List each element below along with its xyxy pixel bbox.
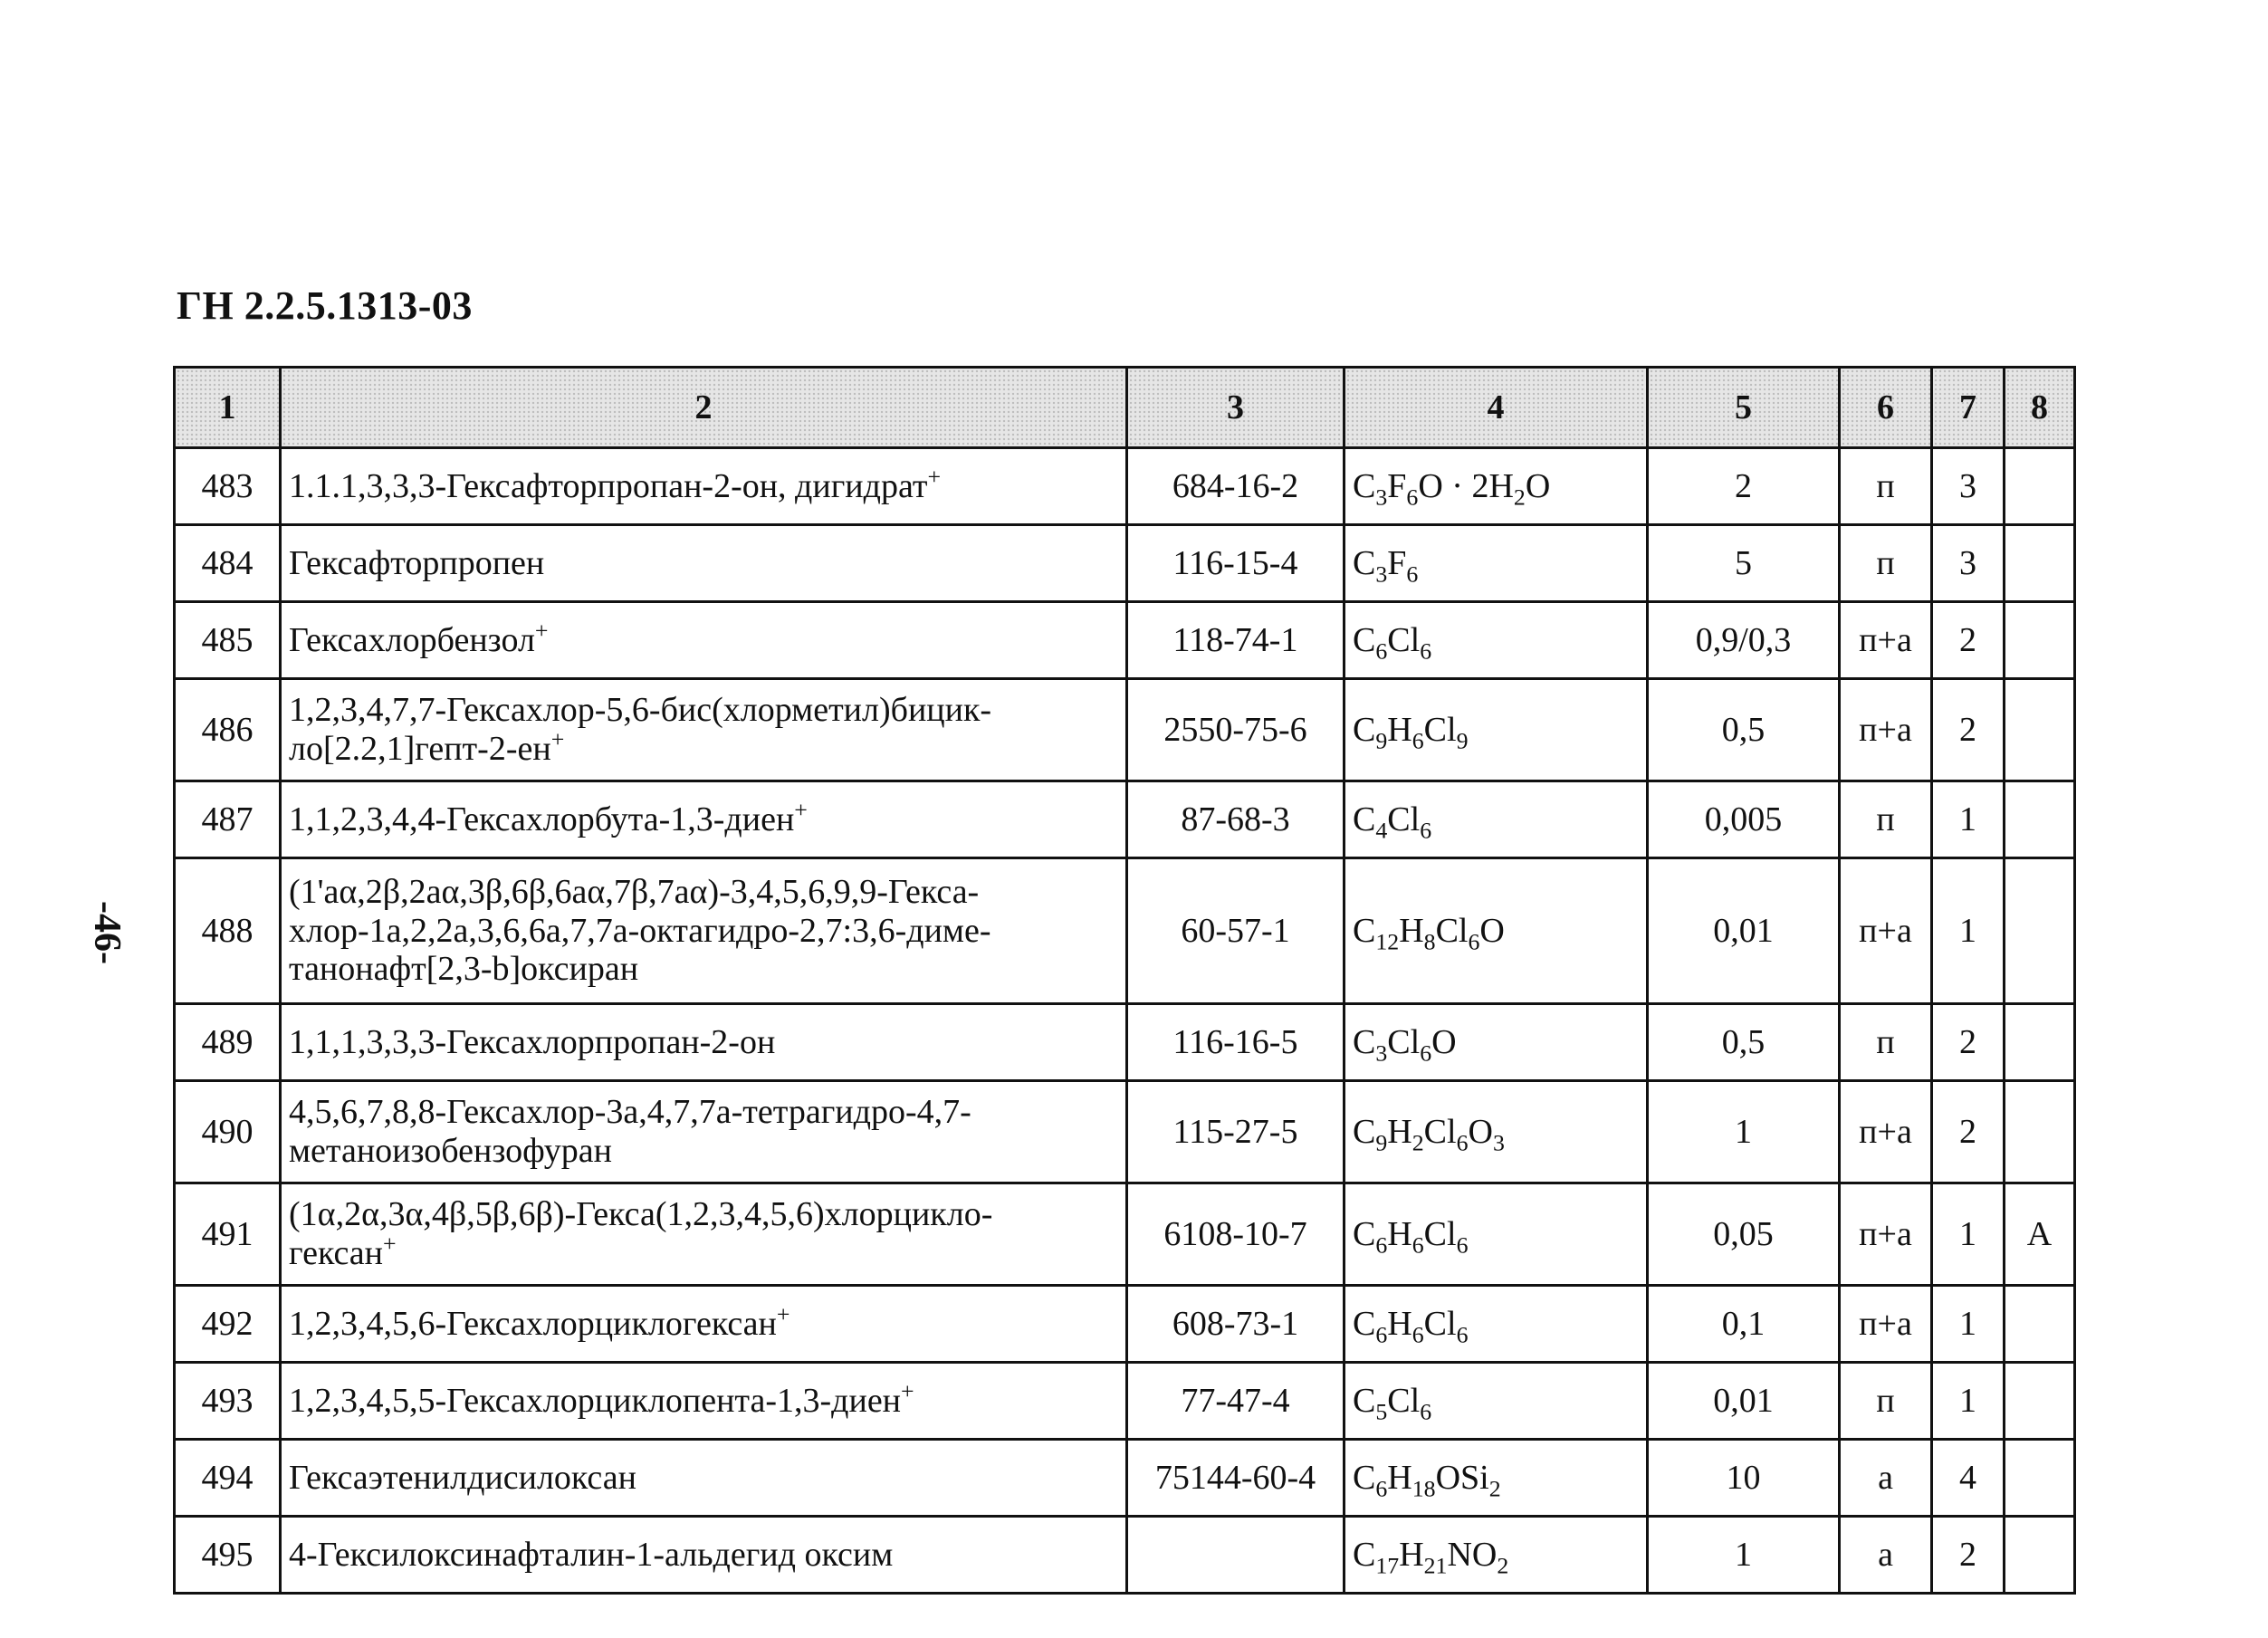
table-row <box>175 1081 2075 1183</box>
cas-number: 6108-10-7 <box>1127 1183 1345 1286</box>
cas-number: 87-68-3 <box>1127 781 1345 858</box>
row-number: 489 <box>175 1004 281 1081</box>
cas-number <box>1127 1517 1345 1594</box>
hazard-class: 2 <box>1932 1004 2005 1081</box>
note-mark <box>2005 781 2075 858</box>
note-mark <box>2005 1440 2075 1517</box>
column-header: 5 <box>1648 368 1840 448</box>
aggregate-state: п <box>1840 781 1932 858</box>
cas-number: 75144-60-4 <box>1127 1440 1345 1517</box>
document-code: ГН 2.2.5.1313-03 <box>177 283 473 328</box>
note-mark <box>2005 858 2075 1004</box>
substances-table <box>173 366 2076 1595</box>
note-mark <box>2005 525 2075 602</box>
row-number: 486 <box>175 679 281 781</box>
chemical-formula: $C_6H_6Cl_6$ <box>1345 1286 1648 1363</box>
row-number: 484 <box>175 525 281 602</box>
hazard-class: 4 <box>1932 1440 2005 1517</box>
chemical-formula: $C_3Cl_6O$ <box>1345 1004 1648 1081</box>
cas-number: 60-57-1 <box>1127 858 1345 1004</box>
hazard-class: 3 <box>1932 448 2005 525</box>
note-mark <box>2005 1004 2075 1081</box>
substance-name: (1'аα,2β,2аα,3β,6β,6аα,7β,7аα)-3,4,5,6,9,9-Гекса- хлор-1а,2,2а,3,6,6а,7,7а-октагидро-2,7:3,6-диме- танонафт[2,3-b]оксиран <box>281 858 1127 1004</box>
aggregate-state: а <box>1840 1517 1932 1594</box>
hazard-class: 1 <box>1932 1363 2005 1440</box>
limit-value: 2 <box>1648 448 1840 525</box>
note-mark <box>2005 602 2075 679</box>
hazard-class: 1 <box>1932 858 2005 1004</box>
limit-value: 0,01 <box>1648 1363 1840 1440</box>
hazard-class: 1 <box>1932 1183 2005 1286</box>
row-number: 483 <box>175 448 281 525</box>
table-row <box>175 1517 2075 1594</box>
column-header: 4 <box>1345 368 1648 448</box>
column-header: 2 <box>281 368 1127 448</box>
limit-value: 10 <box>1648 1440 1840 1517</box>
table-header-row <box>175 368 2075 448</box>
table-row <box>175 858 2075 1004</box>
table-row <box>175 525 2075 602</box>
aggregate-state: п+а <box>1840 1286 1932 1363</box>
chemical-formula: $C_5Cl_6$ <box>1345 1363 1648 1440</box>
substance-name: 4,5,6,7,8,8-Гексахлор-3а,4,7,7а-тетрагидро-4,7- метаноизобензофуран <box>281 1081 1127 1183</box>
row-number: 495 <box>175 1517 281 1594</box>
chemical-formula: $C_9H_2Cl_6O_3$ <box>1345 1081 1648 1183</box>
table-row <box>175 781 2075 858</box>
chemical-formula: $C_6H_6Cl_6$ <box>1345 1183 1648 1286</box>
cas-number: 115-27-5 <box>1127 1081 1345 1183</box>
aggregate-state: п <box>1840 525 1932 602</box>
hazard-class: 3 <box>1932 525 2005 602</box>
limit-value: 0,005 <box>1648 781 1840 858</box>
cas-number: 116-16-5 <box>1127 1004 1345 1081</box>
cas-number: 608-73-1 <box>1127 1286 1345 1363</box>
note-mark <box>2005 1363 2075 1440</box>
aggregate-state: п+а <box>1840 1183 1932 1286</box>
table-row <box>175 1004 2075 1081</box>
row-number: 491 <box>175 1183 281 1286</box>
note-mark <box>2005 679 2075 781</box>
note-mark <box>2005 1517 2075 1594</box>
limit-value: 0,01 <box>1648 858 1840 1004</box>
substance-name: Гексаэтенилдисилоксан <box>281 1440 1127 1517</box>
table-row <box>175 448 2075 525</box>
note-mark <box>2005 1286 2075 1363</box>
limit-value: 1 <box>1648 1081 1840 1183</box>
table-row <box>175 1183 2075 1286</box>
chemical-formula: $C_{17}H_{21}NO_2$ <box>1345 1517 1648 1594</box>
cas-number: 2550-75-6 <box>1127 679 1345 781</box>
aggregate-state: п+а <box>1840 1081 1932 1183</box>
chemical-formula: $C_6Cl_6$ <box>1345 602 1648 679</box>
cas-number: 116-15-4 <box>1127 525 1345 602</box>
aggregate-state: п <box>1840 1004 1932 1081</box>
column-header: 8 <box>2005 368 2075 448</box>
chemical-formula: $C_6H_{18}OSi_2$ <box>1345 1440 1648 1517</box>
limit-value: 0,9/0,3 <box>1648 602 1840 679</box>
hazard-class: 2 <box>1932 1517 2005 1594</box>
aggregate-state: п+а <box>1840 858 1932 1004</box>
substance-name: (1α,2α,3α,4β,5β,6β)-Гекса(1,2,3,4,5,6)хлорцикло- гексан+ <box>281 1183 1127 1286</box>
chemical-formula: $C_3F_6O \cdot 2H_2O$ <box>1345 448 1648 525</box>
row-number: 490 <box>175 1081 281 1183</box>
row-number: 488 <box>175 858 281 1004</box>
aggregate-state: п+а <box>1840 679 1932 781</box>
table-row <box>175 1363 2075 1440</box>
row-number: 485 <box>175 602 281 679</box>
hazard-class: 1 <box>1932 1286 2005 1363</box>
page-number: -46- <box>86 901 128 964</box>
hazard-class: 1 <box>1932 781 2005 858</box>
substance-name: 1,2,3,4,5,6-Гексахлорциклогексан+ <box>281 1286 1127 1363</box>
substance-name: 1,2,3,4,7,7-Гексахлор-5,6-бис(хлорметил)бицик- ло[2.2,1]гепт-2-ен+ <box>281 679 1127 781</box>
column-header: 6 <box>1840 368 1932 448</box>
substance-name: 1,1,1,3,3,3-Гексахлорпропан-2-он <box>281 1004 1127 1081</box>
hazard-class: 2 <box>1932 679 2005 781</box>
column-header: 1 <box>175 368 281 448</box>
aggregate-state: п+а <box>1840 602 1932 679</box>
column-header: 3 <box>1127 368 1345 448</box>
chemical-formula: $C_9H_6Cl_9$ <box>1345 679 1648 781</box>
substance-name: 4-Гексилоксинафталин-1-альдегид оксим <box>281 1517 1127 1594</box>
chemical-formula: $C_4Cl_6$ <box>1345 781 1648 858</box>
substance-name: 1,2,3,4,5,5-Гексахлорциклопента-1,3-диен+ <box>281 1363 1127 1440</box>
row-number: 494 <box>175 1440 281 1517</box>
hazard-class: 2 <box>1932 1081 2005 1183</box>
hazard-class: 2 <box>1932 602 2005 679</box>
aggregate-state: п <box>1840 1363 1932 1440</box>
row-number: 493 <box>175 1363 281 1440</box>
column-header: 7 <box>1932 368 2005 448</box>
substance-name: Гексахлорбензол+ <box>281 602 1127 679</box>
aggregate-state: а <box>1840 1440 1932 1517</box>
row-number: 492 <box>175 1286 281 1363</box>
table-row <box>175 1440 2075 1517</box>
table-row <box>175 1286 2075 1363</box>
row-number: 487 <box>175 781 281 858</box>
table-row <box>175 679 2075 781</box>
substance-name: Гексафторпропен <box>281 525 1127 602</box>
aggregate-state: п <box>1840 448 1932 525</box>
note-mark <box>2005 1081 2075 1183</box>
table-row <box>175 602 2075 679</box>
limit-value: 5 <box>1648 525 1840 602</box>
chemical-formula: $C_3F_6$ <box>1345 525 1648 602</box>
substance-name: 1,1,2,3,4,4-Гексахлорбута-1,3-диен+ <box>281 781 1127 858</box>
cas-number: 118-74-1 <box>1127 602 1345 679</box>
limit-value: 0,5 <box>1648 1004 1840 1081</box>
limit-value: 0,5 <box>1648 679 1840 781</box>
limit-value: 0,1 <box>1648 1286 1840 1363</box>
chemical-formula: $C_{12}H_8Cl_6O$ <box>1345 858 1648 1004</box>
cas-number: 77-47-4 <box>1127 1363 1345 1440</box>
note-mark <box>2005 448 2075 525</box>
limit-value: 0,05 <box>1648 1183 1840 1286</box>
cas-number: 684-16-2 <box>1127 448 1345 525</box>
substance-name: 1.1.1,3,3,3-Гексафторпропан-2-он, дигидрат+ <box>281 448 1127 525</box>
note-mark: А <box>2005 1183 2075 1286</box>
limit-value: 1 <box>1648 1517 1840 1594</box>
